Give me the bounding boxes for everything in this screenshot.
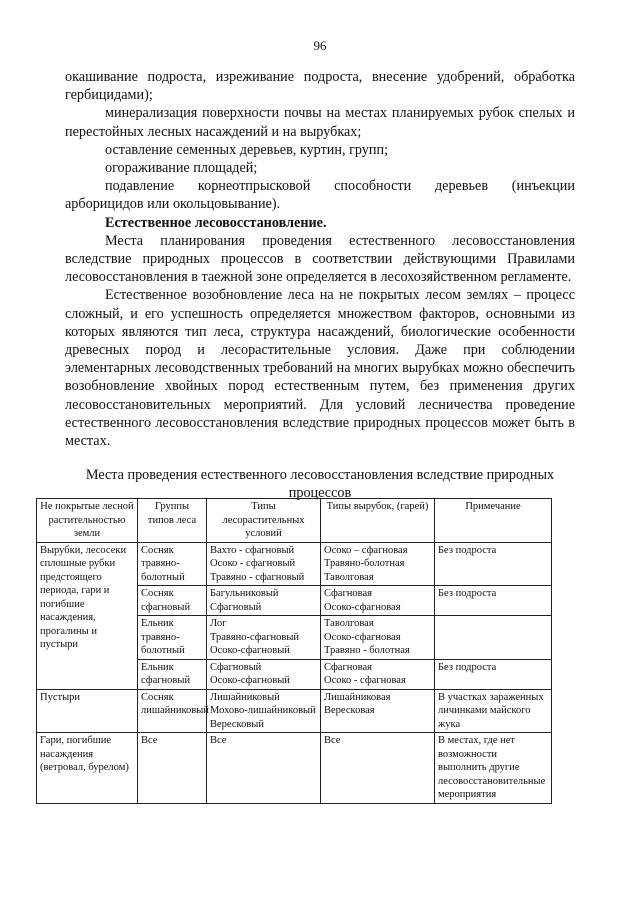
note-cell: Без подроста bbox=[435, 586, 552, 616]
cutting-type-cell bbox=[321, 542, 435, 586]
reforestation-table bbox=[36, 498, 552, 804]
header-note: Примечание bbox=[435, 499, 552, 543]
land-category-cell: Вырубки, лесосеки сплошные рубки предстоящего периода, гари и погибшие насаждения, прогалины и пустыри bbox=[37, 542, 138, 689]
table-body bbox=[37, 542, 552, 803]
paragraph: оставление семенных деревьев, куртин, групп; bbox=[105, 141, 389, 158]
condition-item: Вересковый bbox=[210, 718, 264, 730]
paragraph: окашивание подроста, изреживание подроста, внесение удобрений, обработка гербицидами); bbox=[65, 69, 575, 104]
conditions-cell bbox=[207, 586, 321, 616]
paragraph: минерализация поверхности почвы на местах планируемых рубок спелых и перестойных лесных насаждений и на вырубках; bbox=[65, 105, 575, 140]
forest-group-cell: Сосняк сфагновый bbox=[138, 586, 207, 616]
table-row bbox=[37, 689, 552, 733]
cutting-type-item: Вересковая bbox=[324, 705, 375, 716]
page-number: 96 bbox=[313, 38, 327, 53]
cutting-type-item: Травяно - болотная bbox=[324, 645, 410, 656]
note-cell: Без подроста bbox=[435, 659, 552, 689]
conditions-cell bbox=[207, 616, 321, 660]
condition-item: Сфагновый bbox=[210, 601, 262, 613]
table-header-row bbox=[37, 499, 552, 543]
cutting-type-cell bbox=[321, 689, 435, 733]
cutting-type-item: Сфагновая bbox=[324, 588, 372, 599]
forest-group-cell: Сосняк травяно-болотный bbox=[138, 542, 207, 586]
cutting-type-item: Сфагновая bbox=[324, 661, 372, 673]
cutting-type-item: Лишайниковая bbox=[324, 691, 391, 703]
cutting-type-item: Осоко-сфагновая bbox=[324, 601, 401, 613]
condition-item: Травяно-сфагновый bbox=[210, 631, 299, 643]
cutting-type-item: Осоко - сфагновая bbox=[324, 675, 406, 686]
cutting-type-item: Осоко-сфагновая bbox=[324, 631, 401, 643]
table-row bbox=[37, 733, 552, 804]
cutting-type-item: Таволговая bbox=[324, 618, 374, 629]
cutting-type-cell bbox=[321, 659, 435, 689]
conditions-cell bbox=[207, 659, 321, 689]
cutting-type-cell bbox=[321, 733, 435, 804]
conditions-cell bbox=[207, 542, 321, 586]
forest-group-cell: Сосняк лишайниковый bbox=[138, 689, 207, 733]
note-cell: В местах, где нет возможности выполнить другие лесовосстановительные мероприятия bbox=[435, 733, 552, 804]
cutting-type-item: Осоко – сфагновая bbox=[324, 544, 408, 556]
condition-item: Багульниковый bbox=[210, 588, 279, 599]
forest-group-cell: Ельник сфагновый bbox=[138, 659, 207, 689]
land-category-cell: Гари, погибшие насаждения (ветровал, бурелом) bbox=[37, 733, 138, 804]
table-row bbox=[37, 542, 552, 586]
forest-group-cell: Ельник травяно-болотный bbox=[138, 616, 207, 660]
section-heading: Естественное лесовосстановление. bbox=[105, 214, 327, 231]
condition-item: Вахто - сфагновый bbox=[210, 544, 295, 556]
header-cutting-type: Типы вырубок, (гарей) bbox=[321, 499, 435, 543]
land-category-cell: Пустыри bbox=[37, 689, 138, 733]
condition-item: Лишайниковый bbox=[210, 691, 280, 703]
condition-item: Мохово-лишайниковый bbox=[210, 705, 316, 716]
conditions-cell bbox=[207, 733, 321, 804]
header-land: Не покрытые лесной растительностью земли bbox=[37, 499, 138, 543]
condition-item: Осоко-сфагновый bbox=[210, 645, 290, 656]
condition-item: Осоко-сфагновый bbox=[210, 675, 290, 686]
header-conditions: Типы лесорастительных условий bbox=[207, 499, 321, 543]
conditions-cell bbox=[207, 689, 321, 733]
paragraph: Места планирования проведения естественного лесовосстановления вследствие природных процессов в соответствии действующими Правилами лесовосстановления в таежной зоне определяется в лесохозяйственном регламенте. bbox=[65, 232, 575, 286]
paragraph: огораживание площадей; bbox=[105, 160, 258, 177]
condition-item: Осоко - сфагновый bbox=[210, 558, 296, 569]
body-text bbox=[65, 68, 575, 450]
cutting-type-item: Травяно-болотная bbox=[324, 558, 405, 569]
cutting-type-cell bbox=[321, 586, 435, 616]
table-caption: Места проведения естественного лесовосстановления вследствие природных процессов bbox=[85, 467, 555, 501]
note-cell bbox=[435, 616, 552, 660]
condition-item: Сфагновый bbox=[210, 661, 262, 673]
condition-item: Травяно - сфагновый bbox=[210, 571, 305, 583]
forest-group-cell: Все bbox=[138, 733, 207, 804]
condition-item: Лог bbox=[210, 618, 227, 629]
note-cell: Без подроста bbox=[435, 542, 552, 586]
paragraph: подавление корнеотпрысковой способности деревьев (инъекции арборицидов или окольцовывание). bbox=[65, 178, 575, 213]
header-forest-group: Группы типов леса bbox=[138, 499, 207, 543]
cutting-type-cell bbox=[321, 616, 435, 660]
paragraph: Естественное возобновление леса на не покрытых лесом землях – процесс сложный, и его успешность определяется множеством факторов, основными из которых являются тип леса, структура насаждений, биологические особенности древесных пород и лесорастительные условия. Даже при соблюдении элементарных лесоводственных требований на многих вырубках можно обеспечить возобновление хвойных пород естественным путем, без применения других лесовосстановительных мероприятий. Для условий лесничества проведение естественного лесовосстановления вследствие природных процессов может быть в местах. bbox=[65, 287, 575, 450]
note-cell: В участках зараженных личинками майского жука bbox=[435, 689, 552, 733]
cutting-type-item: Таволговая bbox=[324, 571, 374, 583]
cutting-type-item: Все bbox=[324, 735, 341, 746]
condition-item: Все bbox=[210, 735, 227, 746]
